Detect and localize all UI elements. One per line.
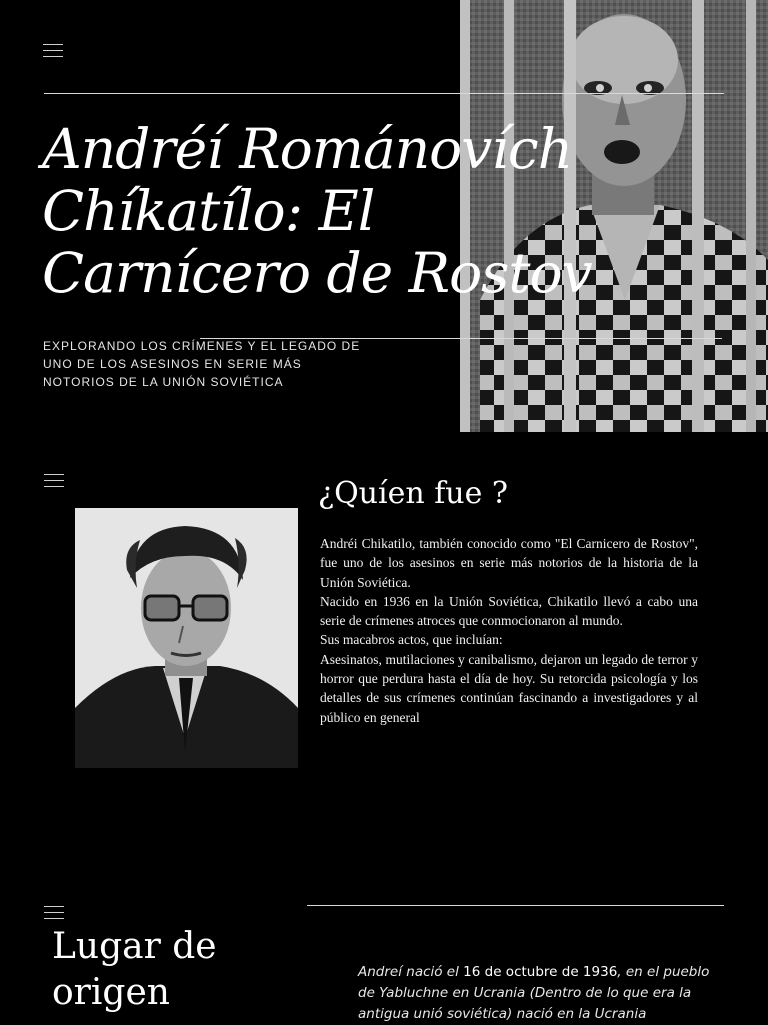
section-title-origin: Lugar de origen — [52, 926, 217, 1013]
origin-text-end: , en el pueblo de Yabluchne en Ucrania (Dentro de lo que era la antigua unió soviética) nació en la Ucrania — [358, 964, 710, 1022]
portrait-photo — [75, 508, 298, 768]
who-text — [320, 534, 698, 727]
hamburger-icon[interactable] — [43, 44, 63, 58]
section-title-who: ¿Quíen fue ? — [318, 476, 509, 511]
origin-text-start: Andreí nació el — [358, 964, 464, 980]
top-rule — [44, 93, 724, 94]
who-paragraph: Nacido en 1936 en la Unión Soviética, Chikatilo llevó a cabo una serie de crímenes atroces que conmocionaron al mundo. — [320, 593, 698, 629]
who-paragraph: Sus macabros actos, que incluían: — [320, 632, 503, 648]
hero-slide — [0, 0, 768, 432]
page-subtitle: EXPLORANDO LOS CRÍMENES Y EL LEGADO DE UNO DE LOS ASESINOS EN SERIE MÁS NOTORIOS DE LA UNIÓN SOVIÉTICA — [43, 339, 361, 389]
who-paragraph: Asesinatos, mutilaciones y canibalismo, dejaron un legado de terror y horror que perdura hasta el día de hoy. Su retorcida psicología y los detalles de sus crímenes continúan fascinando a investigadores y al público en general — [320, 651, 698, 725]
birth-date: 16 de octubre de 1936 — [463, 964, 618, 980]
hamburger-icon[interactable] — [44, 474, 64, 488]
origin-text — [358, 962, 728, 1025]
who-paragraph: Andréi Chikatilo, también conocido como "El Carnicero de Rostov", fue uno de los asesinos en serie más notorios de la historia de la Unión Soviética. — [320, 536, 698, 590]
origin-rule — [307, 905, 724, 906]
page-title: Andréí Románovích Chíkatílo: El Carnícero de Rostov — [42, 117, 592, 305]
hamburger-icon[interactable] — [44, 906, 64, 920]
